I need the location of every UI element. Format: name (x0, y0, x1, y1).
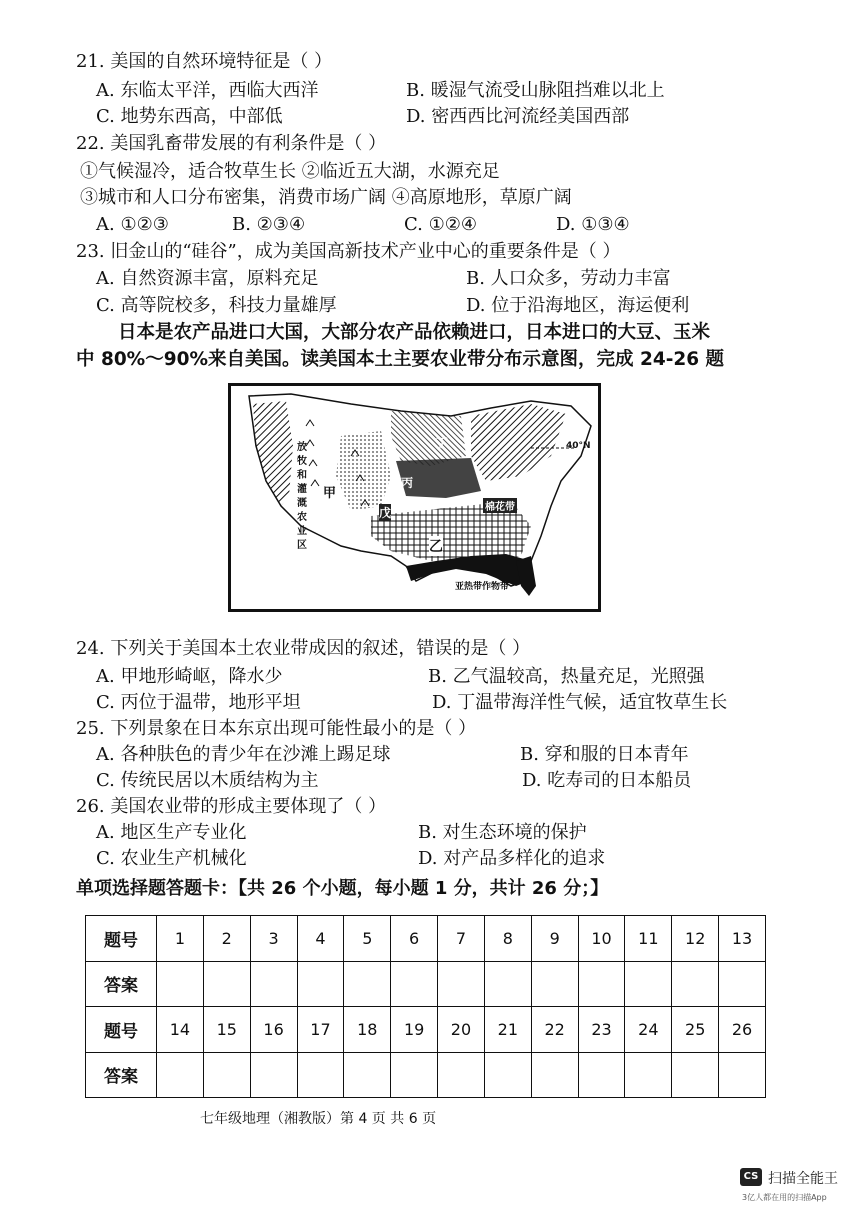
answer-cell[interactable] (578, 1052, 625, 1098)
q21-option-d: D. 密西西比河流经美国西部 (406, 106, 630, 127)
answer-cell[interactable] (625, 961, 672, 1007)
q21-option-c: C. 地势东西高，中部低 (96, 106, 283, 127)
camscanner-logo-icon: CS (740, 1168, 762, 1186)
num-cell: 2 (203, 916, 250, 962)
answer-cell[interactable] (719, 1052, 766, 1098)
answer-card-row-num-2 (86, 1007, 766, 1053)
q22-stem: 22. 美国乳畜带发展的有利条件是（ ） (76, 133, 387, 154)
answer-cell[interactable] (203, 961, 250, 1007)
num-cell: 8 (484, 916, 531, 962)
num-cell: 18 (344, 1007, 391, 1053)
q24-option-a: A. 甲地形崎岖，降水少 (96, 666, 283, 687)
answer-cell[interactable] (531, 1052, 578, 1098)
q25-option-a: A. 各种肤色的青少年在沙滩上踢足球 (96, 744, 391, 765)
q21-stem: 21. 美国的自然环境特征是（ ） (76, 51, 333, 72)
answer-cell[interactable] (438, 961, 485, 1007)
q22-option-b: B. ②③④ (232, 214, 306, 235)
answer-cell[interactable] (438, 1052, 485, 1098)
num-cell: 20 (438, 1007, 485, 1053)
answer-cell[interactable] (391, 1052, 438, 1098)
header-num-cell: 题号 (86, 916, 157, 962)
west-coast-region (253, 401, 293, 506)
num-cell: 22 (531, 1007, 578, 1053)
answer-cell[interactable] (625, 1052, 672, 1098)
q25-stem: 25. 下列景象在日本东京出现可能性最小的是（ ） (76, 718, 477, 739)
answer-card-title: 单项选择题答题卡：【共 26 个小题，每小题 1 分，共计 26 分；】 (76, 878, 609, 899)
q22-option-d: D. ①③④ (556, 214, 630, 235)
num-cell: 3 (250, 916, 297, 962)
num-cell: 21 (484, 1007, 531, 1053)
q26-option-c: C. 农业生产机械化 (96, 848, 247, 869)
q23-option-d: D. 位于沿海地区，海运便利 (466, 295, 690, 316)
num-cell: 1 (157, 916, 204, 962)
q25-option-b: B. 穿和服的日本青年 (520, 744, 689, 765)
answer-cell[interactable] (250, 961, 297, 1007)
us-map-figure (231, 386, 598, 609)
q22-option-a: A. ①②③ (96, 214, 169, 235)
q23-option-c: C. 高等院校多，科技力量雄厚 (96, 295, 337, 316)
num-cell: 13 (719, 916, 766, 962)
answer-cell[interactable] (391, 961, 438, 1007)
page-footer: 七年级地理（湘教版）第 4 页 共 6 页 (200, 1111, 437, 1127)
answer-card-row-ans-1 (86, 961, 766, 1007)
q23-option-a: A. 自然资源丰富，原料充足 (96, 268, 319, 289)
q25-option-d: D. 吃寿司的日本船员 (522, 770, 692, 791)
map-label-yi: 乙 (429, 536, 443, 556)
answer-cell[interactable] (250, 1052, 297, 1098)
answer-cell[interactable] (531, 961, 578, 1007)
num-cell: 11 (625, 916, 672, 962)
answer-cell[interactable] (578, 961, 625, 1007)
num-cell: 19 (391, 1007, 438, 1053)
q24-option-b: B. 乙气温较高，热量充足，光照强 (428, 666, 705, 687)
answer-cell[interactable] (672, 961, 719, 1007)
num-cell: 23 (578, 1007, 625, 1053)
map-label-bing: 丙 (401, 476, 414, 490)
answer-cell[interactable] (344, 961, 391, 1007)
map-label-wu: 戊 (379, 506, 392, 520)
num-cell: 24 (625, 1007, 672, 1053)
intro-line-2: 中 80%～90%来自美国。读美国本土主要农业带分布示意图，完成 24-26 题 (76, 349, 725, 370)
num-cell: 15 (203, 1007, 250, 1053)
num-cell: 5 (344, 916, 391, 962)
q26-option-a: A. 地区生产专业化 (96, 822, 247, 843)
num-cell: 10 (578, 916, 625, 962)
answer-cell[interactable] (157, 1052, 204, 1098)
q21-option-b: B. 暖湿气流受山脉阻挡难以北上 (406, 80, 665, 101)
answer-cell[interactable] (157, 961, 204, 1007)
answer-cell[interactable] (672, 1052, 719, 1098)
answer-cell[interactable] (484, 1052, 531, 1098)
answer-cell[interactable] (484, 961, 531, 1007)
num-cell: 4 (297, 916, 344, 962)
num-cell: 6 (391, 916, 438, 962)
num-cell: 26 (719, 1007, 766, 1053)
answer-cell[interactable] (719, 961, 766, 1007)
camscanner-name: 扫描全能王 (768, 1171, 838, 1187)
answer-cell[interactable] (344, 1052, 391, 1098)
q23-option-b: B. 人口众多，劳动力丰富 (466, 268, 671, 289)
q24-stem: 24. 下列关于美国本土农业带成因的叙述，错误的是（ ） (76, 638, 531, 659)
q25-option-c: C. 传统民居以木质结构为主 (96, 770, 319, 791)
florida (516, 556, 536, 596)
num-cell: 16 (250, 1007, 297, 1053)
q22-statements-2: ③城市和人口分布密集，消费市场广阔 ④高原地形，草原广阔 (80, 187, 572, 208)
plains-region (336, 431, 391, 511)
map-label-cotton: 棉花带 (483, 498, 517, 513)
num-cell: 12 (672, 916, 719, 962)
num-cell: 7 (438, 916, 485, 962)
region-ding (391, 411, 466, 466)
q26-option-d: D. 对产品多样化的追求 (418, 848, 606, 869)
q21-option-a: A. 东临太平洋，西临大西洋 (96, 80, 319, 101)
east-region (471, 404, 566, 481)
q24-option-c: C. 丙位于温带，地形平坦 (96, 692, 301, 713)
map-label-subtropical: 亚热带作物带 (455, 582, 510, 592)
camscanner-tagline: 3亿人都在用的扫描App (742, 1193, 827, 1202)
num-cell: 17 (297, 1007, 344, 1053)
us-agriculture-map (228, 383, 601, 612)
q22-option-c: C. ①②④ (404, 214, 477, 235)
header-num-cell: 题号 (86, 1007, 157, 1053)
q24-option-d: D. 丁温带海洋性气候，适宜牧草生长 (432, 692, 728, 713)
answer-cell[interactable] (297, 961, 344, 1007)
q26-option-b: B. 对生态环境的保护 (418, 822, 587, 843)
answer-card-row-ans-2 (86, 1052, 766, 1098)
num-cell: 25 (672, 1007, 719, 1053)
map-label-ranch: 放牧和灌溉农业区 (297, 442, 307, 551)
map-label-ding: 丁 (436, 436, 449, 450)
q22-statements-1: ①气候湿冷，适合牧草生长 ②临近五大湖，水源充足 (80, 161, 500, 182)
header-ans-cell: 答案 (86, 961, 157, 1007)
q26-stem: 26. 美国农业带的形成主要体现了（ ） (76, 796, 387, 817)
answer-card-table (85, 915, 766, 1098)
intro-line-1: 日本是农产品进口大国，大部分农产品依赖进口，日本进口的大豆、玉米 (118, 322, 711, 343)
q23-stem: 23. 旧金山的“硅谷”，成为美国高新技术产业中心的重要条件是（ ） (76, 241, 621, 262)
header-ans-cell: 答案 (86, 1052, 157, 1098)
map-label-jia: 甲 (323, 486, 337, 501)
map-label-lat: 40°N (566, 441, 591, 451)
answer-cell[interactable] (203, 1052, 250, 1098)
num-cell: 14 (157, 1007, 204, 1053)
num-cell: 9 (531, 916, 578, 962)
answer-cell[interactable] (297, 1052, 344, 1098)
answer-card-row-num-1 (86, 916, 766, 962)
